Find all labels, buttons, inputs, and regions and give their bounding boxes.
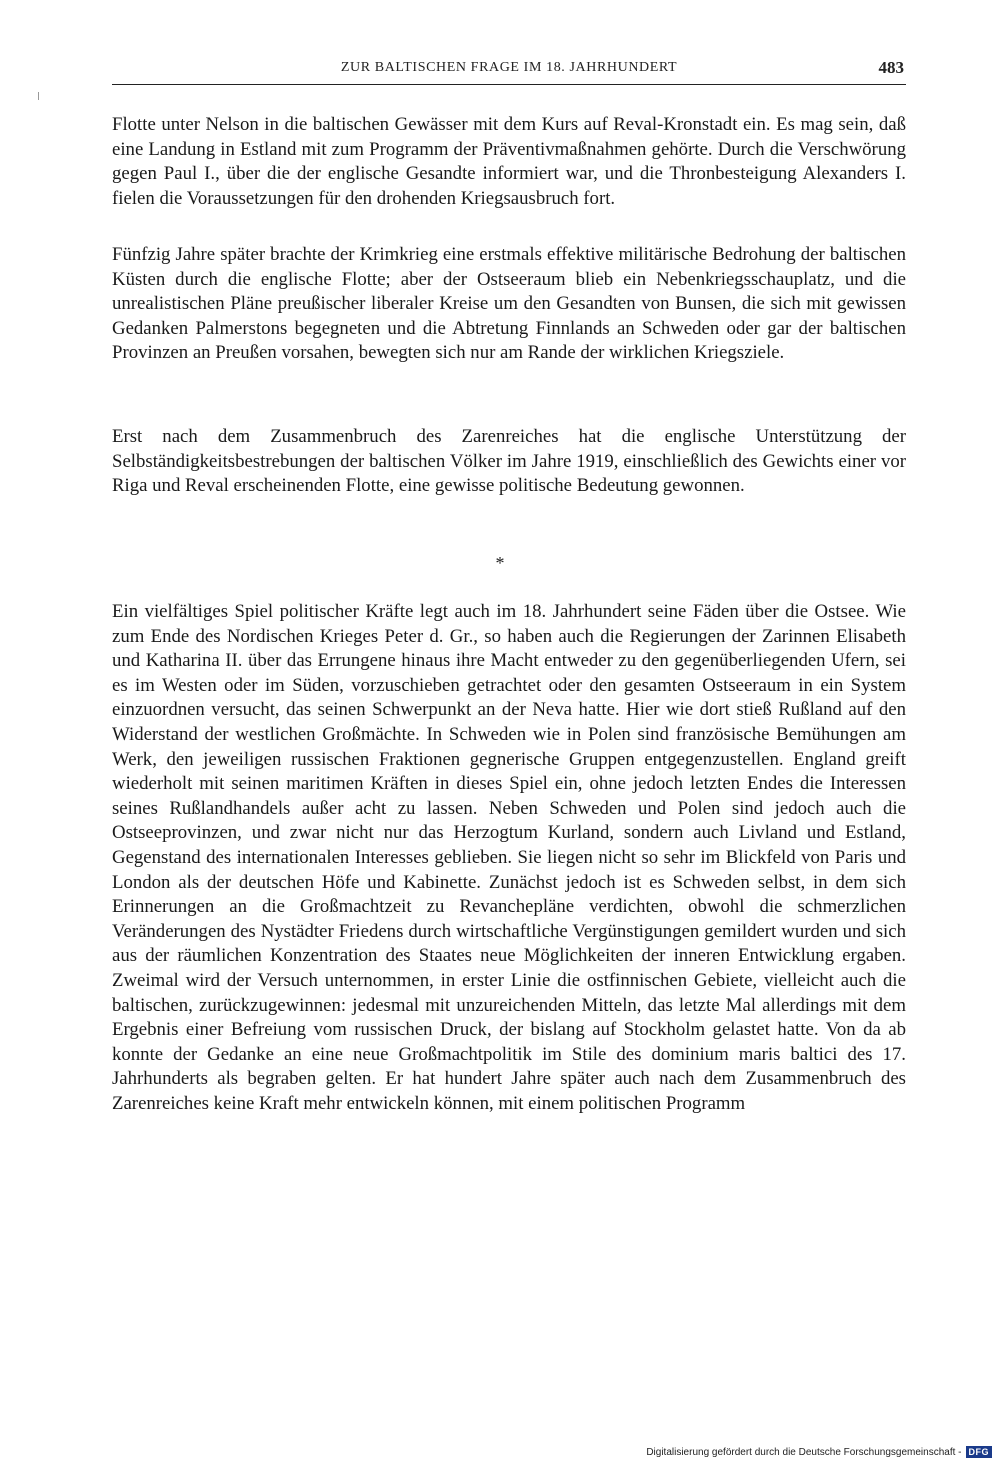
page-number: 483	[878, 58, 904, 77]
page-header	[112, 58, 906, 85]
dfg-logo: DFG	[966, 1446, 993, 1458]
paragraph: Erst nach dem Zusammenbruch des Zarenreiches hat die englische Unterstützung der Selbständigkeitsbestrebungen der baltischen Völker im Jahre 1919, einschließlich des Gewichts einer vor Riga und Reval erscheinenden Flotte, eine gewisse politische Bedeutung gewonnen.	[112, 426, 906, 497]
digitization-credit	[646, 1446, 992, 1458]
running-title: ZUR BALTISCHEN FRAGE IM 18. JAHRHUNDERT	[340, 60, 678, 75]
credit-text: Digitalisierung gefördert durch die Deutsche Forschungsgemeinschaft -	[646, 1446, 962, 1458]
section-separator: *	[495, 553, 505, 573]
paragraph: Flotte unter Nelson in die baltischen Gewässer mit dem Kurs auf Reval-Kronstadt ein. Es mag sein, daß eine Landung in Estland mit zum Programm der Präventivmaßnahmen gehörte. Durch die Verschwörung gegen Paul I., über die der englische Gesandte informiert war, und die Thronbesteigung Alexanders I. fielen die Voraussetzungen für den drohenden Kriegsausbruch fort.	[112, 114, 906, 209]
paragraph: Ein vielfältiges Spiel politischer Kräfte legt auch im 18. Jahrhundert seine Fäden über die Ostsee. Wie zum Ende des Nordischen Krieges Peter d. Gr., so haben auch die Regierungen der Zarinnen Elisabeth und Katharina II. über das Errungene hinaus ihre Macht entweder zu den gegenüberliegenden Ufern, sei es im Westen oder im Süden, vorzuschieben getrachtet oder den gesamten Ostseeraum in ein System einzuordnen versucht, das seinen Schwerpunkt an der Neva hatte. Hier wie dort stieß Rußland auf den Widerstand der westlichen Großmächte. In Schweden wie in Polen sind französische Bemühungen am Werk, den jeweiligen russischen Fraktionen gegnerische Gruppen entgegenzustellen. England greift wiederholt mit seinen maritimen Kräften in dieses Spiel ein, ohne jedoch letzten Endes die Interessen seines Rußlandhandels außer acht zu lassen. Neben Schweden und Polen sind jedoch auch die Ostseeprovinzen, und zwar nicht nur das Herzogtum Kurland, sondern auch Livland und Estland, Gegenstand des internationalen Interesses geblieben. Sie liegen nicht so sehr im Blickfeld von Paris und London als der deutschen Höfe und Kabinette. Zunächst jedoch ist es Schweden selbst, in dem sich Erinnerungen an die Großmachtzeit zu Revanchepläne verdichten, obwohl die schmerzlichen Veränderungen des Nystädter Friedens durch wirtschaftliche Vergünstigungen gemildert wurden und sich aus der räumlichen Konzentration des Staates neue Möglichkeiten der inneren Entwicklung ergaben. Zweimal wird der Versuch unternommen, in erster Linie die ostfinnischen Gebiete, vielleicht auch die baltischen, zurückzugewinnen: jedesmal mit unzureichenden Mitteln, das letzte Mal allerdings mit dem Ergebnis einer Befreiung vom russischen Druck, der bislang auf Stockholm gelastet hatte. Von da ab konnte der Gedanke an eine neue Großmachtpolitik im Stile des dominium maris baltici des 17. Jahrhunderts als begraben gelten. Er hat hundert Jahre später auch nach dem Zusammenbruch des Zarenreiches keine Kraft mehr entwickeln können, mit einem politischen Programm	[112, 601, 906, 1114]
scan-artifact	[38, 92, 39, 100]
paragraph: Fünfzig Jahre später brachte der Krimkrieg eine erstmals effektive militärische Bedrohung der baltischen Küsten durch die englische Flotte; aber der Ostseeraum blieb ein Nebenkriegsschauplatz, und die unrealistischen Pläne preußischer liberaler Kreise um den Gesandten von Bunsen, die sich mit gewissen Gedanken Palmerstons begegneten und die Abtretung Finnlands an Schweden oder gar der baltischen Provinzen an Preußen vorsahen, bewegten sich nur am Rande der wirklichen Kriegsziele.	[112, 244, 906, 364]
